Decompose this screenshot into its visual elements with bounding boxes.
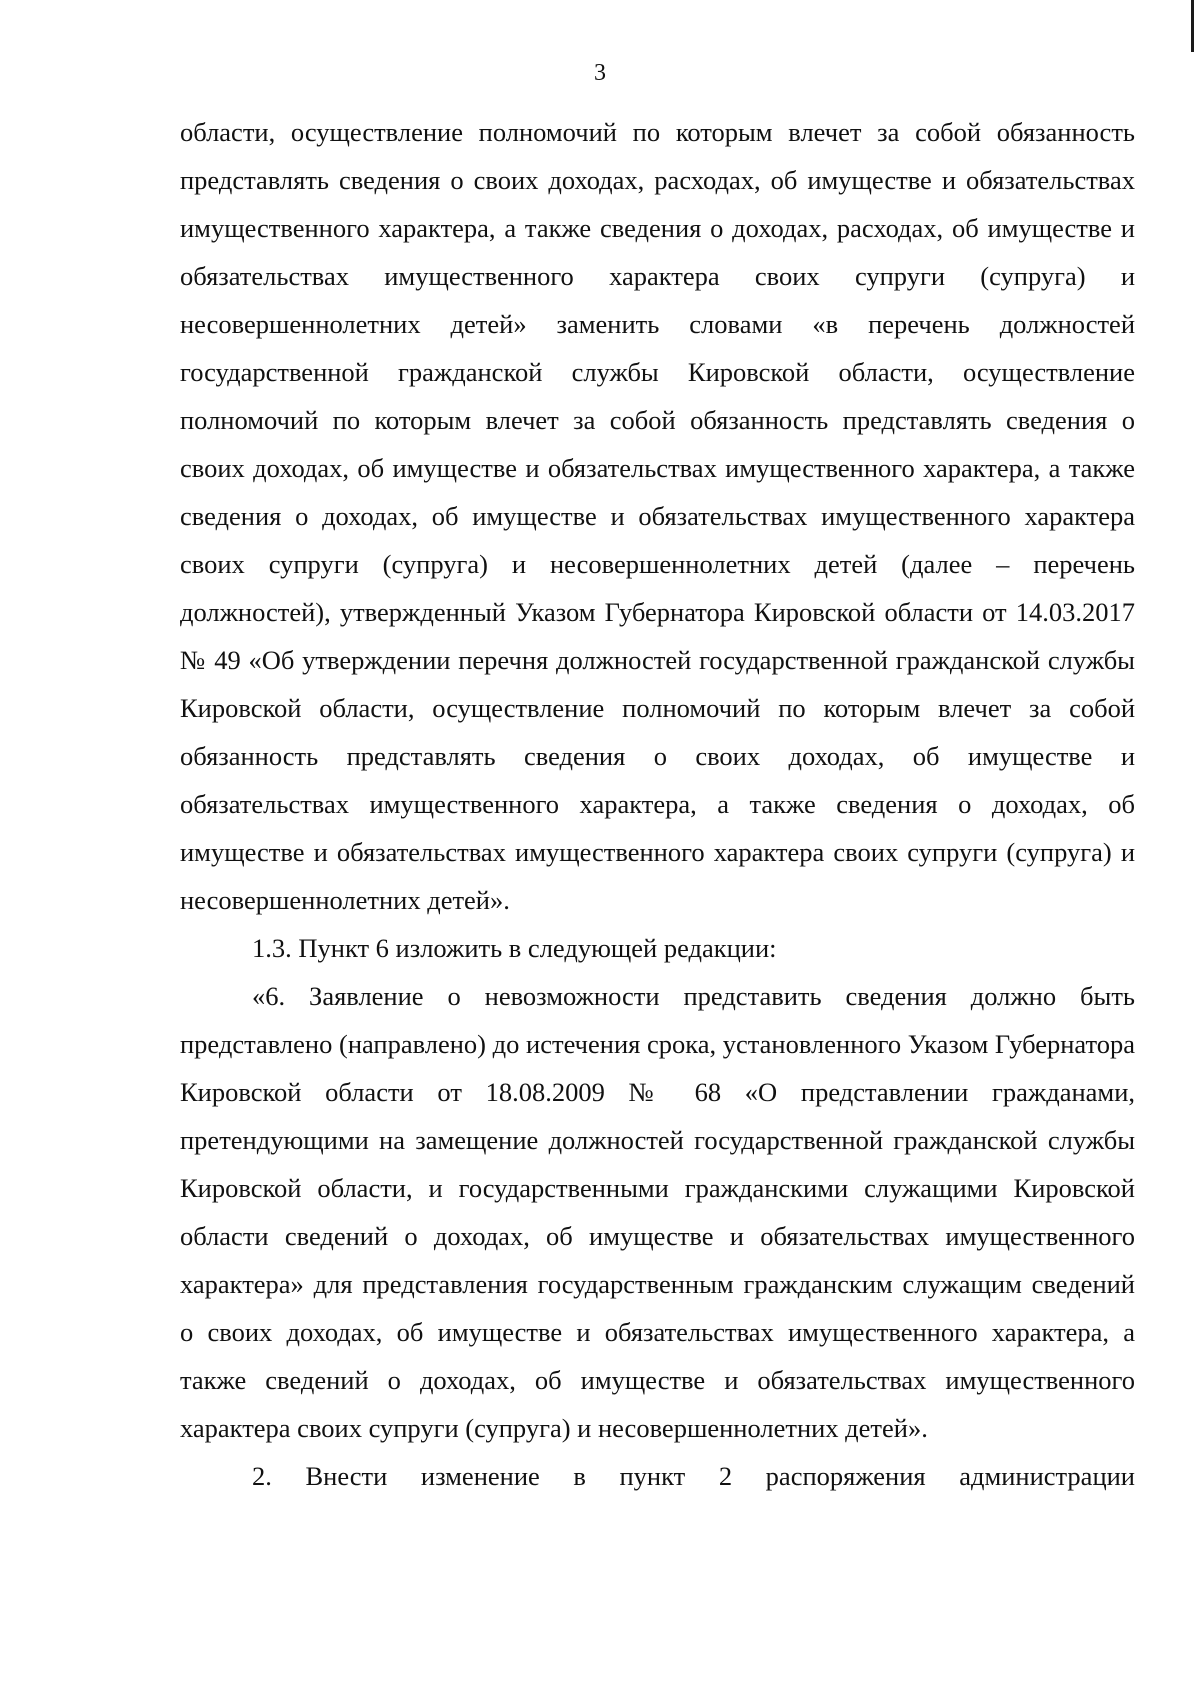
paragraph-item-2: 2. Внести изменение в пункт 2 распоряжения администрации bbox=[252, 1461, 1135, 1491]
document-body bbox=[180, 108, 1135, 1500]
paragraph-continuation: области, осуществление полномочий по которым влечет за собой обязанность представлять сведения о своих доходах, расходах, об имуществе и обязательствах имущественного характера, а также сведения о доходах, расходах, об имуществе и обязательствах имущественного характера своих супруги (супруга) и несовершеннолетних детей» заменить словами «в перечень должностей государственной гражданской службы Кировской области, осуществление полномочий по которым влечет за собой обязанность представлять сведения о своих доходах, об имуществе и обязательствах имущественного характера, а также сведения о доходах, об имуществе и обязательствах имущественного характера своих супруги (супруга) и несовершеннолетних детей (далее – перечень должностей), утвержденный Указом Губернатора Кировской области от 14.03.2017 № 49 «Об утверждении перечня должностей государственной гражданской службы Кировской области, осуществление полномочий по которым влечет за собой обязанность представлять сведения о своих доходах, об имуществе и обязательствах имущественного характера, а также сведения о доходах, об имуществе и обязательствах имущественного характера своих супруги (супруга) и несовершеннолетних детей». bbox=[180, 117, 1135, 915]
scan-edge-mark bbox=[1191, 0, 1194, 52]
paragraph-item-1-3: 1.3. Пункт 6 изложить в следующей редакции: bbox=[252, 933, 777, 963]
paragraph-item-6-quote: «6. Заявление о невозможности представить сведения должно быть представлено (направлено) до истечения срока, установленного Указом Губернатора Кировской области от 18.08.2009 № 68 «О представлении гражданами, претендующими на замещение должностей государственной гражданской службы Кировской области, и государственными гражданскими служащими Кировской области сведений о доходах, об имуществе и обязательствах имущественного характера» для представления государственным гражданским служащим сведений о своих доходах, об имуществе и обязательствах имущественного характера, а также сведений о доходах, об имуществе и обязательствах имущественного характера своих супруги (супруга) и несовершеннолетних детей». bbox=[180, 981, 1135, 1443]
page-number: 3 bbox=[594, 60, 606, 86]
